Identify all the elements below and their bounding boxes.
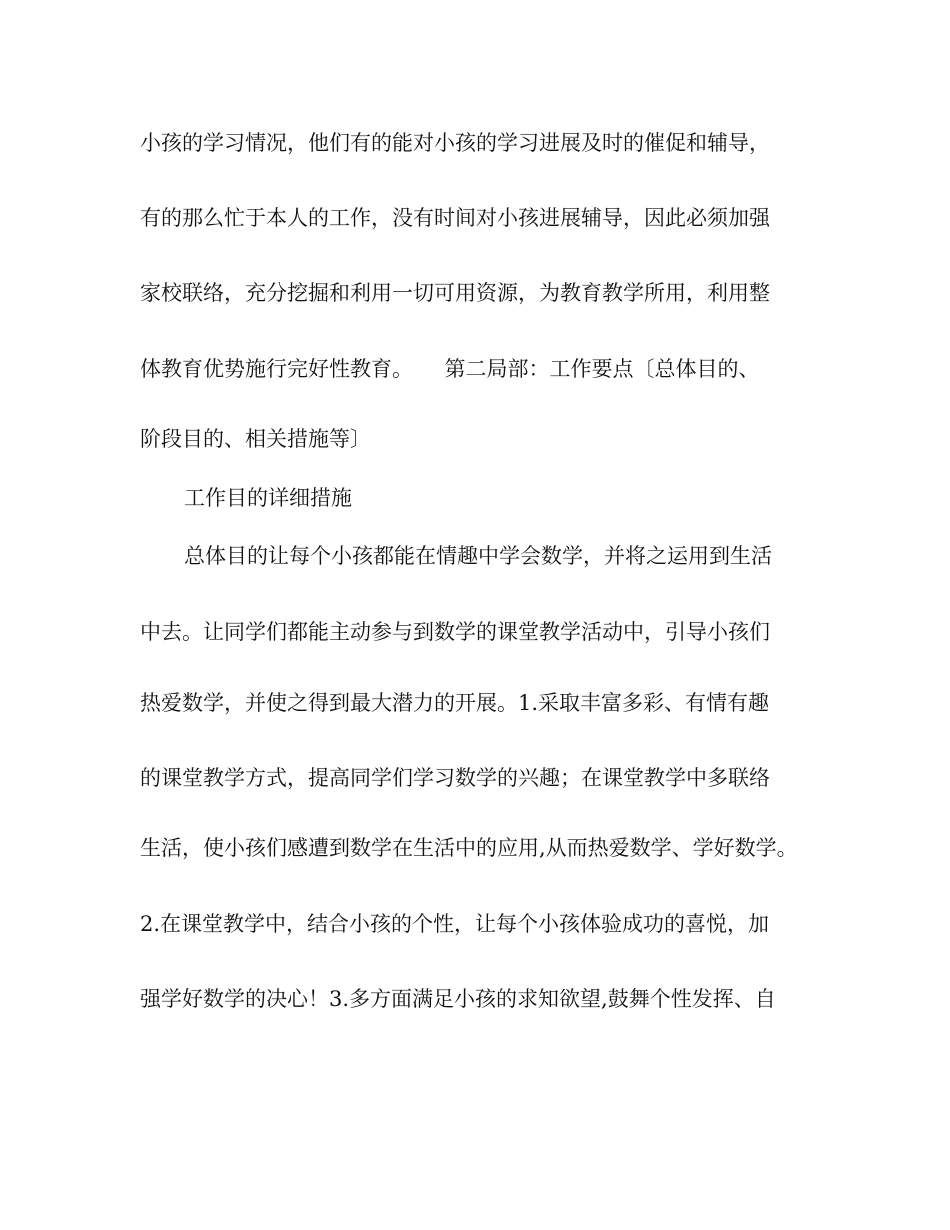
text-line: 阶段目的、相关措施等〕: [140, 427, 371, 451]
section-heading: 工作目的详细措施: [184, 486, 352, 510]
text-line: 中去。让同学们都能主动参与到数学的课堂教学活动中，引导小孩们: [140, 620, 770, 644]
text-line: 强学好数学的决心！3.多方面满足小孩的求知欲望,鼓舞个性发挥、自: [140, 987, 776, 1011]
text-line: 生活，使小孩们感遭到数学在生活中的应用,从而热爱数学、学好数学。: [140, 836, 798, 860]
text-line: 的课堂教学方式，提高同学们学习数学的兴趣；在课堂教学中多联络: [140, 766, 770, 790]
text-line: 2.在课堂教学中，结合小孩的个性，让每个小孩体验成功的喜悦，加: [140, 912, 770, 936]
text-line: 小孩的学习情况，他们有的能对小孩的学习进展及时的催促和辅导，: [140, 131, 770, 155]
text-line: 有的那么忙于本人的工作，没有时间对小孩进展辅导，因此必须加强: [140, 206, 770, 230]
text-line: 家校联络，充分挖掘和利用一切可用资源，为教育教学所用，利用整: [140, 281, 770, 305]
text-line: 总体目的让每个小孩都能在情趣中学会数学，并将之运用到生活: [184, 544, 772, 568]
text-line: 热爱数学，并使之得到最大潜力的开展。1.采取丰富多彩、有情有趣: [140, 691, 770, 715]
text-line: 体教育优势施行完好性教育。 第二局部：工作要点〔总体目的、: [140, 357, 760, 381]
